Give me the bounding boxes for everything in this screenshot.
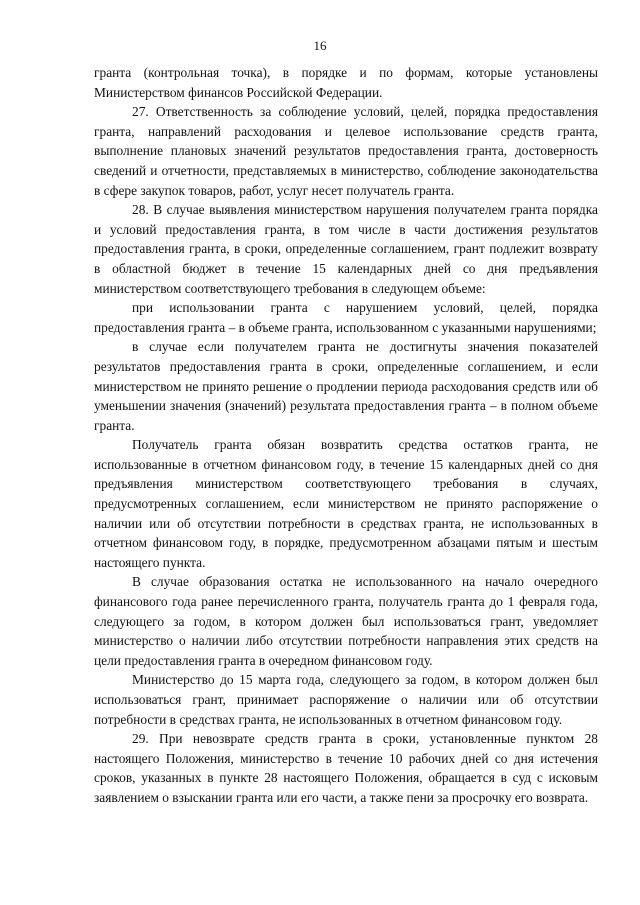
paragraph-28-return-remainder: Получатель гранта обязан возвратить средства остатков гранта, не использованные в отчетном финансовом году, в течение 15 календарных дней со дня предъявления министерством соответствующего требования в случаях, предусмотренных соглашением, если министерством не принято распоряжение о наличии или об отсутствии потребности в средствах гранта, не использованных в отчетном финансовом году, в порядке, предусмотренном абзацами пятым и шестым настоящего пункта. [94, 437, 598, 570]
paragraph-28: 28. В случае выявления министерством нарушения получателем гранта порядка и условий предоставления гранта, в том числе в части достижения результатов предоставления гранта, в сроки, определенные соглашением, грант подлежит возврату в областной бюджет в течение 15 календарных дней со дня предъявления министерством соответствующего требования в следующем объеме: [94, 202, 598, 296]
document-body [94, 63, 598, 808]
paragraph-27: 27. Ответственность за соблюдение условий, целей, порядка предоставления гранта, направлений расходования и целевое использование средств гранта, выполнение плановых значений результатов предоставления гранта, достоверность сведений и отчетности, представляемых в министерство, соблюдение законодательства в сфере закупок товаров, работ, услуг несет получатель гранта. [94, 104, 598, 198]
paragraph-28-case-results: в случае если получателем гранта не достигнуты значения показателей результатов предоставления гранта в сроки, определенные соглашением, и если министерством не принято решение о продлении периода расходования средств или об уменьшении значения (значений) результата предоставления гранта – в полном объеме гранта. [94, 339, 598, 433]
paragraph-continuation: гранта (контрольная точка), в порядке и по формам, которые установлены Министерством финансов Российской Федерации. [94, 65, 598, 100]
page-number: 16 [313, 38, 327, 53]
paragraph-28-ministry-decision: Министерство до 15 марта года, следующего за годом, в котором должен был использоваться грант, принимает распоряжение о наличии или об отсутствии потребности в средствах гранта, не использованных в отчетном финансовом году. [94, 672, 598, 727]
paragraph-28-case-violation: при использовании гранта с нарушением условий, целей, порядка предоставления гранта – в объеме гранта, использованном с указанными нарушениями; [94, 300, 598, 335]
paragraph-28-remainder-notice: В случае образования остатка не использованного на начало очередного финансового года ранее перечисленного гранта, получатель гранта до 1 февраля года, следующего за годом, в котором должен был использоваться грант, уведомляет министерство о наличии либо отсутствии потребности направления этих средств на цели предоставления гранта в очередном финансовом году. [94, 574, 598, 668]
paragraph-29: 29. При невозврате средств гранта в сроки, установленные пунктом 28 настоящего Положения, министерство в течение 10 рабочих дней со дня истечения сроков, указанных в пункте 28 настоящего Положения, обращается в суд с исковым заявлением о взыскании гранта или его части, а также пени за просрочку его возврата. [94, 731, 598, 805]
